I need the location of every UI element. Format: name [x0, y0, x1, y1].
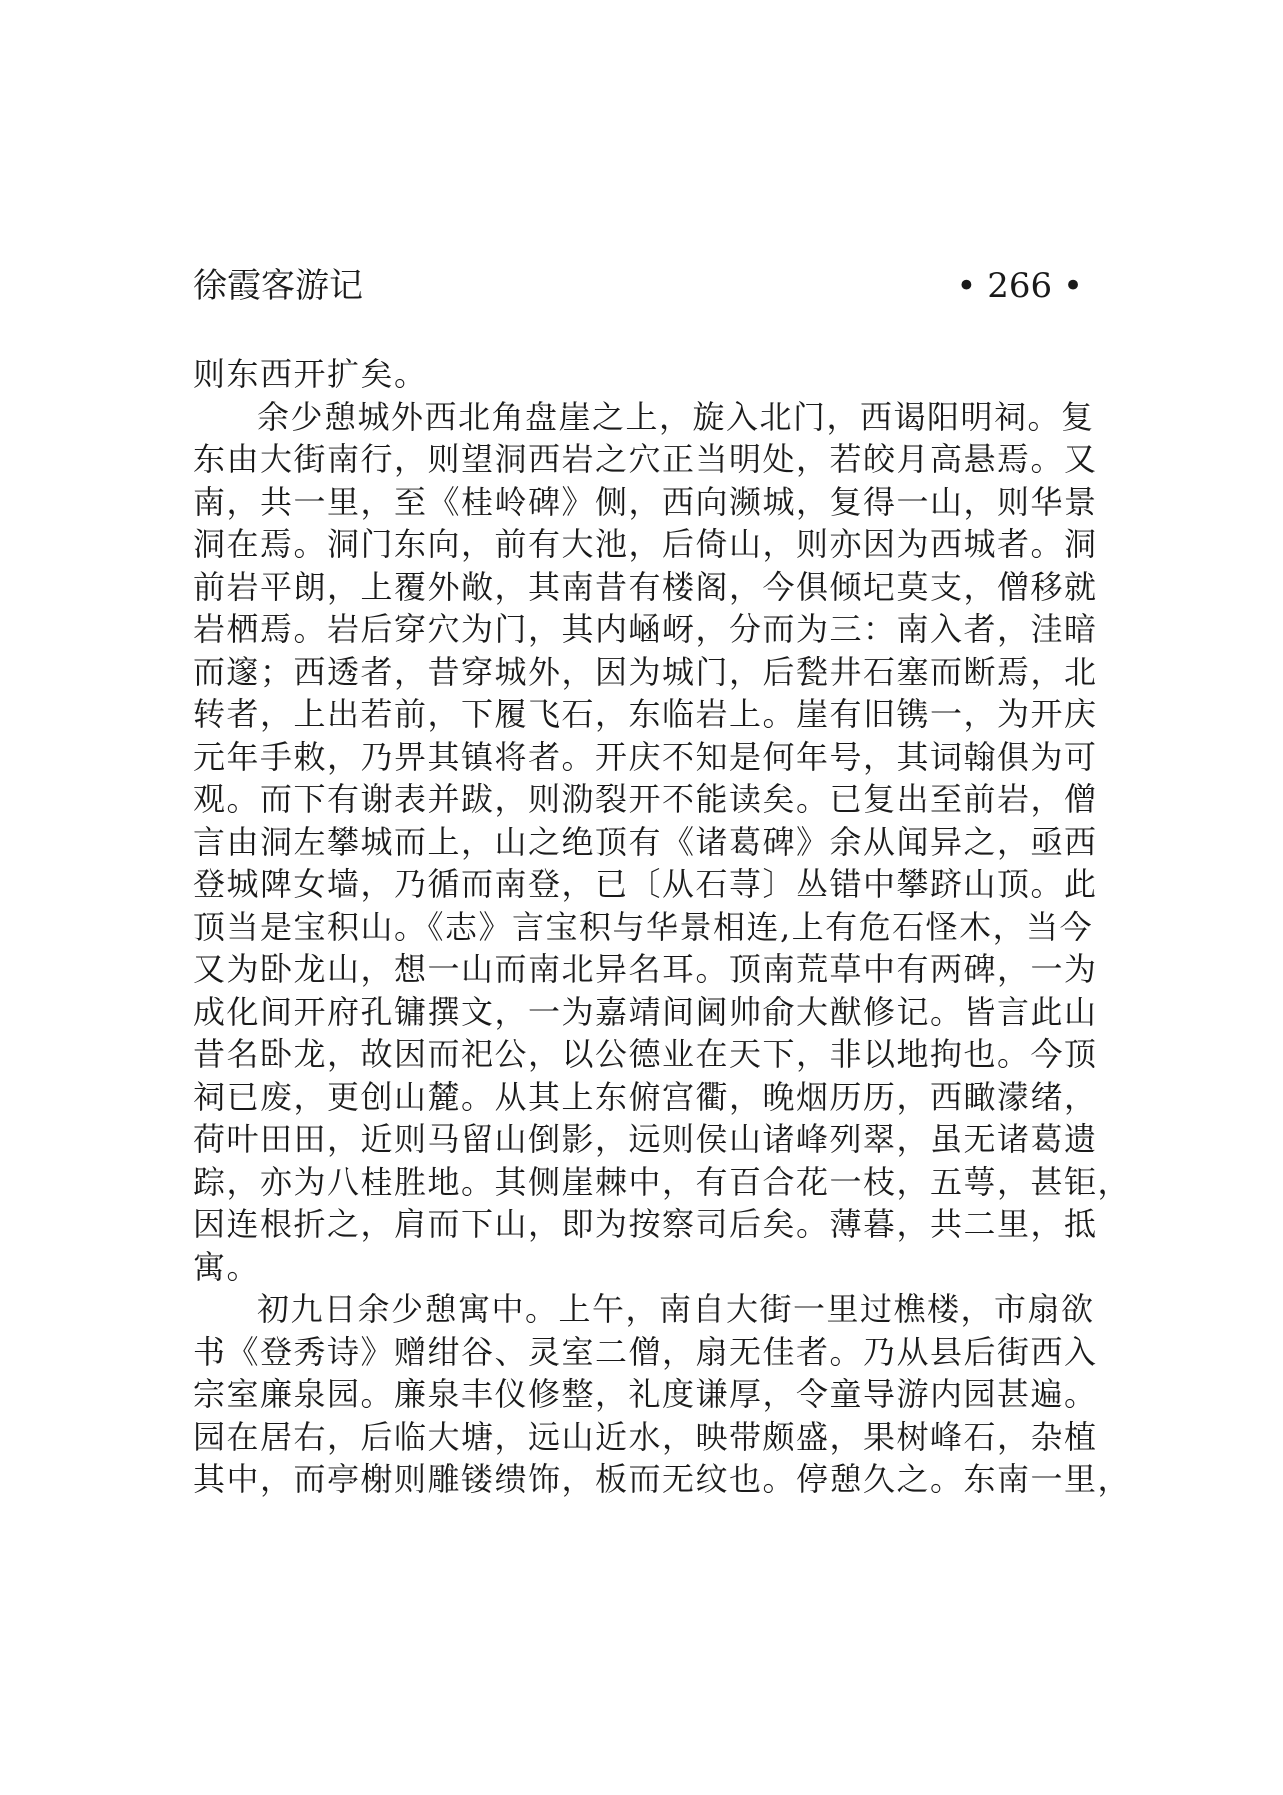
- text-line: 寓。: [193, 1247, 261, 1286]
- page-number: • 266 •: [956, 266, 1083, 306]
- text-line: 洞在焉。洞门东向，前有大池，后倚山，则亦因为西城者。洞: [193, 525, 1098, 563]
- text-line: 转者，上出若前，下履飞石，东临岩上。崖有旧镌一，为开庆: [193, 695, 1098, 733]
- text-line: 前岩平朗，上覆外敞，其南昔有楼阁，今俱倾圮莫支，僧移就: [193, 567, 1098, 606]
- text-line: 余少憩城外西北角盘崖之上，旋入北门，西谒阳明祠。复: [257, 397, 1095, 436]
- body-text: [193, 353, 1132, 1501]
- text-line: 登城陴女墙，乃循而南登，已〔从石荨〕丛错中攀跻山顶。此: [193, 865, 1098, 903]
- text-line: 宗室廉泉园。廉泉丰仪修整，礼度谦厚，令童导游内园甚遍。: [193, 1375, 1098, 1413]
- text-line: 又为卧龙山，想一山而南北异名耳。顶南荒草中有两碑，一为: [193, 950, 1098, 988]
- text-line: 因连根折之，肩而下山，即为按察司后矣。薄暮，共二里，抵: [193, 1205, 1098, 1243]
- text-line: 元年手敕，乃畀其镇将者。开庆不知是何年号，其词翰俱为可: [193, 737, 1098, 776]
- text-line: 顶当是宝积山。《志》言宝积与华景相连,上有危石怪木，当今: [193, 907, 1094, 946]
- text-line: 南，共一里，至《桂岭碑》侧，西向濒城，复得一山，则华景: [193, 482, 1098, 521]
- text-line: 祠已废，更创山麓。从其上东俯宫衢，晚烟历历，西瞰濛绪，: [193, 1077, 1098, 1116]
- text-line: 初九日余少憩寓中。上午，南自大街一里过樵楼，市扇欲: [257, 1290, 1095, 1328]
- text-line: 言由洞左攀城而上，山之绝顶有《诸葛碑》余从闻异之，亟西: [193, 822, 1098, 861]
- page-header: [193, 264, 1083, 308]
- text-line: 观。而下有谢表并跋，则泐裂开不能读矣。已复出至前岩，僧: [193, 780, 1098, 818]
- text-line: 东由大街南行，则望洞西岩之穴正当明处，若皎月高悬焉。又: [193, 440, 1098, 478]
- text-line: 成化间开府孔镛撰文，一为嘉靖间阃帅俞大猷修记。皆言此山: [193, 992, 1098, 1031]
- text-line: 岩栖焉。岩后穿穴为门，其内崡岈，分而为三：南入者，洼暗: [193, 610, 1098, 648]
- book-title: 徐霞客游记: [193, 266, 363, 306]
- text-line: 园在居右，后临大塘，远山近水，映带颇盛，果树峰石，杂植: [193, 1417, 1098, 1456]
- text-line: 而邃；西透者，昔穿城外，因为城门，后甃井石塞而断焉，北: [193, 652, 1098, 691]
- text-line: 踪，亦为八桂胜地。其侧崖棘中，有百合花一枝，五萼，甚钜，: [193, 1162, 1132, 1201]
- text-line: 其中，而亭榭则雕镂缋饰，板而无纹也。停憩久之。东南一里，: [193, 1460, 1132, 1498]
- text-line: 荷叶田田，近则马留山倒影，远则侯山诸峰列翠，虽无诸葛遗: [193, 1120, 1098, 1158]
- text-line: 昔名卧龙，故因而祀公，以公德业在天下，非以地拘也。今顶: [193, 1035, 1098, 1073]
- text-line: 书《登秀诗》赠绀谷、灵室二僧，扇无佳者。乃从县后街西入: [193, 1332, 1098, 1371]
- text-line: 则东西开扩矣。: [193, 355, 428, 393]
